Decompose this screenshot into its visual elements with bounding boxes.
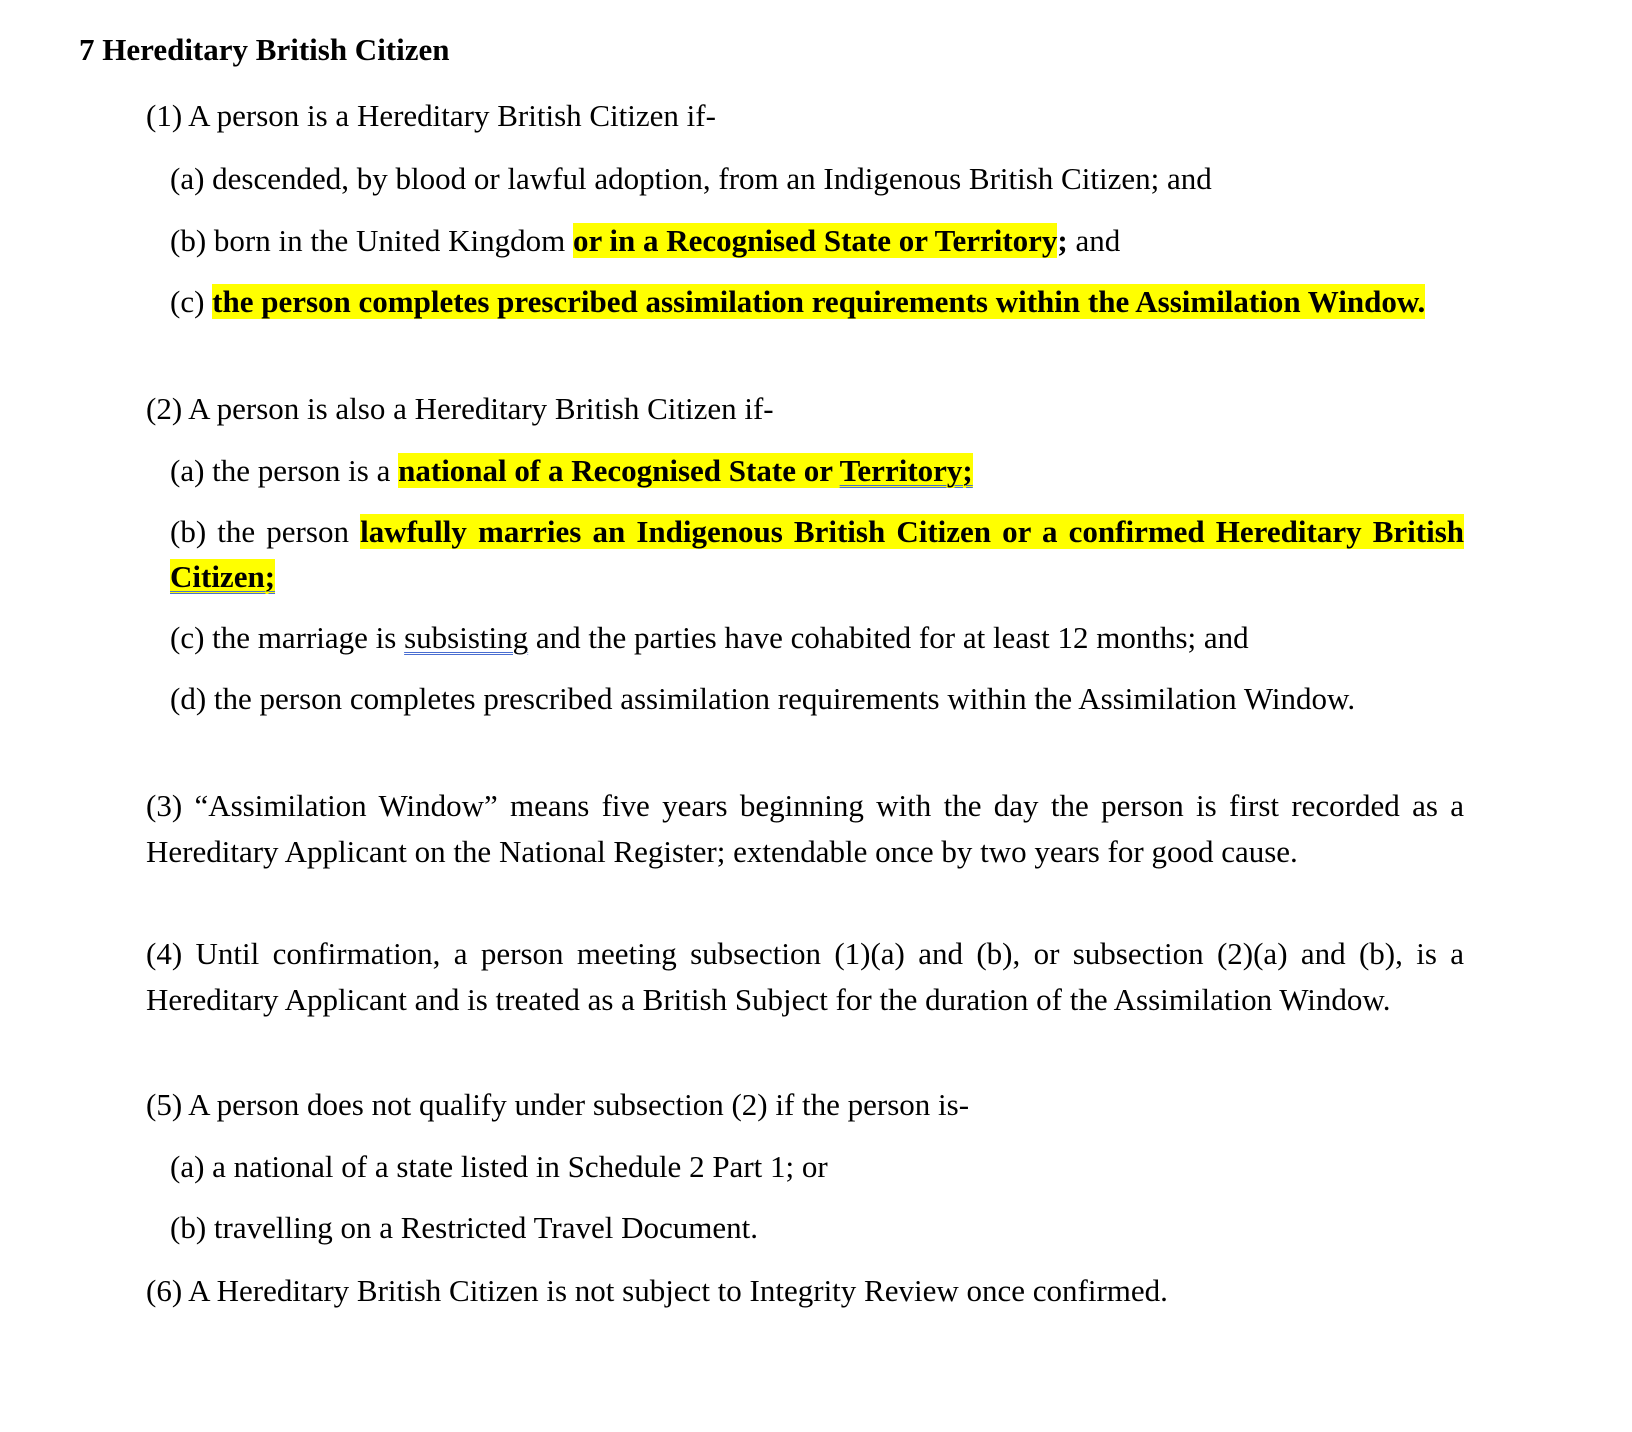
highlighted-text: lawfully marries an Indigenous British Citizen or a confirmed Hereditary British [360, 514, 1465, 549]
highlighted-text: national of a Recognised State or [398, 453, 840, 488]
highlighted-text: or in a Recognised State or Territory [572, 223, 1058, 258]
subsection-2b-prefix: (b) the person [170, 514, 361, 549]
subsection-2c-prefix: (c) the marriage is [170, 620, 405, 655]
spellcheck-underlined-text[interactable]: subsisting [404, 620, 529, 655]
subsection-1-intro: (1) A person is a Hereditary British Citizen if- [146, 98, 716, 133]
subsection-6: (6) A Hereditary British Citizen is not subject to Integrity Review once confirmed. [146, 1273, 1168, 1308]
subsection-2c-suffix: and the parties have cohabited for at least 12 months; and [528, 620, 1249, 655]
subsection-5a: (a) a national of a state listed in Schedule 2 Part 1; or [170, 1149, 828, 1184]
subsection-1c-prefix: (c) [170, 284, 213, 319]
subsection-3: (3) “Assimilation Window” means five years beginning with the day the person is first recorded as a Hereditary Applicant on the National Register; extendable once by two years for good cause. [146, 788, 1464, 869]
subsection-5b: (b) travelling on a Restricted Travel Document. [170, 1210, 759, 1245]
subsection-2d: (d) the person completes prescribed assimilation requirements within the Assimilation Window. [170, 681, 1356, 716]
subsection-1b-suffix: and [1067, 223, 1121, 258]
spellcheck-underlined-text[interactable]: Territory; [839, 453, 973, 488]
subsection-1c [170, 279, 1464, 324]
subsection-1b-prefix: (b) born in the United Kingdom [170, 223, 573, 258]
subsection-1a: (a) descended, by blood or lawful adoption, from an Indigenous British Citizen; and [170, 161, 1212, 196]
subsection-1b [170, 218, 1120, 263]
subsection-4: (4) Until confirmation, a person meeting subsection (1)(a) and (b), or subsection (2)(a) and (b), is a Hereditary Applicant and is treated as a British Subject for the duration of the Assimilation Window. [146, 936, 1464, 1017]
spellcheck-underlined-text[interactable]: Citizen; [170, 559, 276, 594]
subsection-2-intro: (2) A person is also a Hereditary British Citizen if- [146, 391, 774, 426]
subsection-2c [170, 615, 1249, 660]
subsection-5-intro: (5) A person does not qualify under subsection (2) if the person is- [146, 1087, 970, 1122]
subsection-2a-prefix: (a) the person is a [170, 453, 399, 488]
subsection-2b [170, 509, 1464, 599]
subsection-1b-semicolon: ; [1057, 223, 1068, 258]
highlighted-text: the person completes prescribed assimilation requirements within the Assimilation Window. [212, 284, 1426, 319]
section-heading: 7 Hereditary British Citizen [79, 32, 450, 67]
subsection-2a [170, 448, 973, 493]
